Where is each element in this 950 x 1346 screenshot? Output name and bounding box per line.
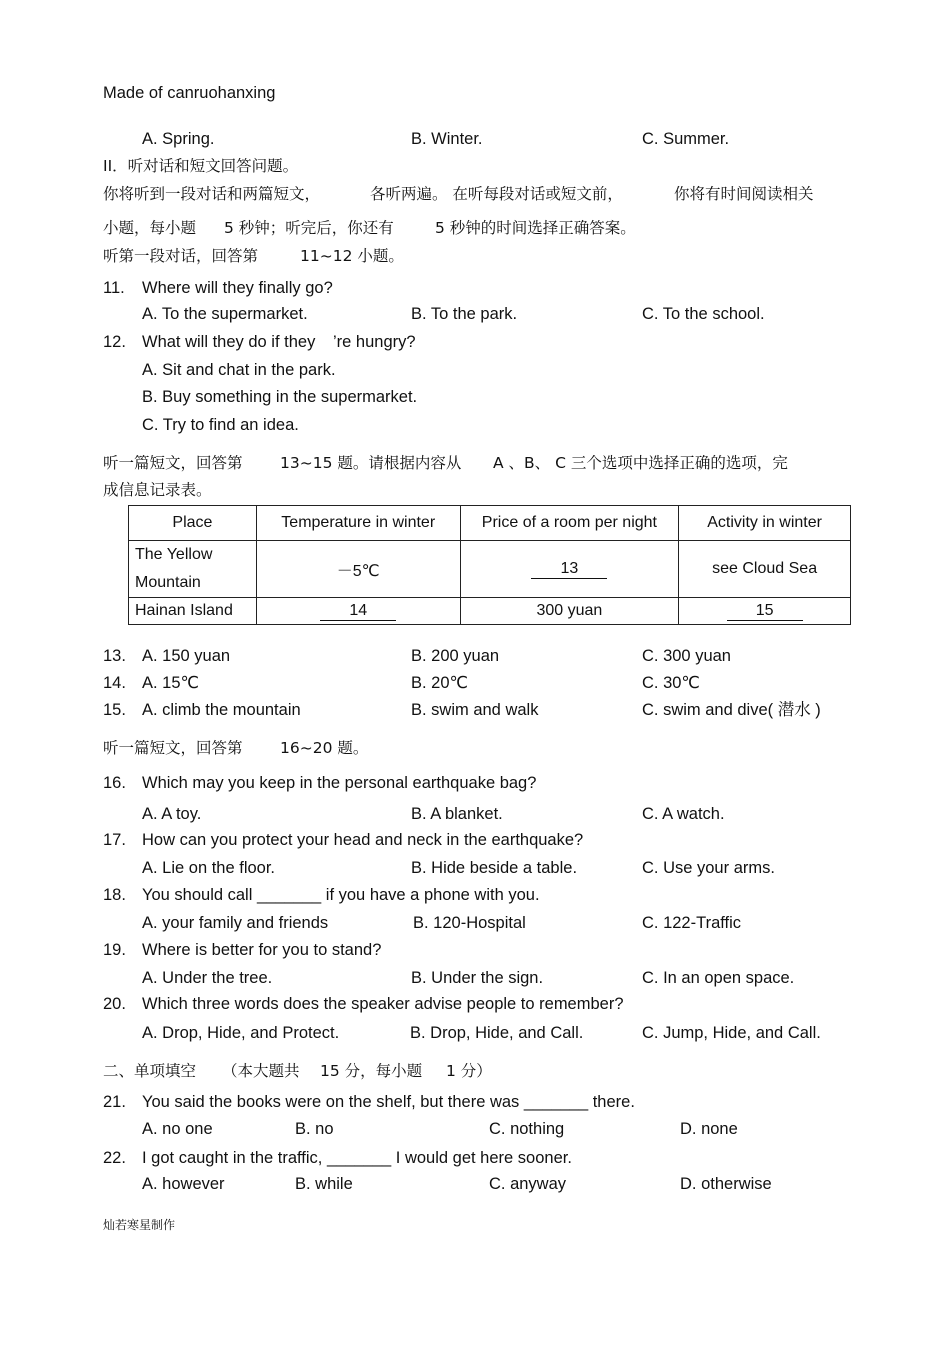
q12-question-a: What will they do if they (142, 333, 316, 351)
section-ii-instruction-1c: 你将有时间阅读相关 (674, 185, 814, 203)
q22-number: 22. (103, 1149, 126, 1167)
part2-title-a: 二、单项填空 (103, 1062, 197, 1080)
q22-option-c: C. anyway (489, 1175, 567, 1193)
cell-price-hainan: 300 yuan (460, 598, 679, 625)
q18-number: 18. (103, 886, 126, 904)
q11-question: Where will they finally go? (142, 279, 333, 297)
q17-question: How can you protect your head and neck in the earthquake? (142, 831, 584, 849)
dialog-intro-a: 听第一段对话，回答第 (103, 247, 259, 265)
q22-option-b: B. while (295, 1175, 353, 1193)
footer-text: 灿若寒星制作 (103, 1218, 176, 1232)
table-row (129, 598, 851, 625)
q17-option-a: A. Lie on the floor. (142, 859, 276, 877)
q13-option-c: C. 300 yuan (642, 647, 731, 665)
q10-option-a: A. Spring. (142, 130, 215, 148)
q19-number: 19. (103, 941, 126, 959)
q15-option-b: B. swim and walk (411, 701, 539, 719)
q21-number: 21. (103, 1093, 126, 1111)
passage2-intro-a: 听一篇短文，回答第 (103, 739, 243, 757)
dialog-intro-b: 11~12 小题。 (300, 247, 404, 265)
q21-question: You said the books were on the shelf, but there was _______ there. (142, 1093, 635, 1111)
cell-activity-yellow-mountain: see Cloud Sea (679, 541, 851, 598)
section-ii-instruction-1b: 各听两遍。 在听每段对话或短文前， (370, 185, 623, 203)
section-ii-instruction-2b: 5 秒钟；听完后，你还有 (224, 219, 394, 237)
table-row (129, 541, 851, 598)
info-record-table (128, 505, 851, 625)
blank-15: 15 (727, 602, 803, 621)
table-header-row (129, 506, 851, 541)
header-activity: Activity in winter (679, 506, 851, 541)
cell-temp-yellow-mountain: －5℃ (256, 541, 460, 598)
q11-number: 11. (103, 279, 125, 297)
part2-title-d: 1 分） (446, 1062, 492, 1080)
q11-option-c: C. To the school. (642, 305, 765, 323)
made-of-header: Made of canruohanxing (103, 84, 276, 102)
q16-number: 16. (103, 774, 126, 792)
q16-option-b: B. A blanket. (411, 805, 503, 823)
q22-option-a: A. however (142, 1175, 225, 1193)
q10-option-c: C. Summer. (642, 130, 730, 148)
q14-option-a: A. 15℃ (142, 674, 200, 692)
passage1-intro-1a: 听一篇短文，回答第 (103, 454, 243, 472)
section-ii-instruction-1a: 你将听到一段对话和两篇短文， (103, 185, 321, 203)
q12-number: 12. (103, 333, 126, 351)
passage1-intro-1b: 13~15 题。请根据内容从 (280, 454, 462, 472)
part2-title-c: 15 分，每小题 (320, 1062, 423, 1080)
q21-option-c: C. nothing (489, 1120, 565, 1138)
q17-option-b: B. Hide beside a table. (411, 859, 578, 877)
q11-option-a: A. To the supermarket. (142, 305, 308, 323)
cell-activity-hainan (679, 598, 851, 625)
q22-question: I got caught in the traffic, _______ I would get here sooner. (142, 1149, 572, 1167)
q15-option-c: C. swim and dive( 潜水 ) (642, 701, 821, 719)
q13-option-b: B. 200 yuan (411, 647, 500, 665)
section-ii-instruction-2c: 5 秒钟的时间选择正确答案。 (435, 219, 636, 237)
q16-question: Which may you keep in the personal earthquake bag? (142, 774, 537, 792)
q12-option-c: C. Try to find an idea. (142, 416, 299, 434)
q18-option-c: C. 122-Traffic (642, 914, 742, 932)
passage2-intro-b: 16~20 题。 (280, 739, 369, 757)
q21-option-b: B. no (295, 1120, 334, 1138)
part2-title-b: （本大题共 (222, 1062, 300, 1080)
q20-option-b: B. Drop, Hide, and Call. (410, 1024, 584, 1042)
q19-question: Where is better for you to stand? (142, 941, 382, 959)
cell-price-yellow-mountain (460, 541, 679, 598)
q19-option-a: A. Under the tree. (142, 969, 273, 987)
header-price: Price of a room per night (460, 506, 679, 541)
q13-option-a: A. 150 yuan (142, 647, 231, 665)
q15-number: 15. (103, 701, 126, 719)
passage1-intro-2: 成信息记录表。 (103, 481, 212, 499)
q17-option-c: C. Use your arms. (642, 859, 775, 877)
header-place: Place (129, 506, 257, 541)
q19-option-b: B. Under the sign. (411, 969, 544, 987)
q13-number: 13. (103, 647, 126, 665)
q18-question: You should call _______ if you have a phone with you. (142, 886, 540, 904)
q12-option-a: A. Sit and chat in the park. (142, 361, 336, 379)
q22-option-d: D. otherwise (680, 1175, 772, 1193)
q20-number: 20. (103, 995, 126, 1013)
q21-option-a: A. no one (142, 1120, 213, 1138)
blank-14: 14 (320, 602, 396, 621)
q14-option-b: B. 20℃ (411, 674, 469, 692)
blank-13: 13 (531, 560, 607, 579)
q12-question-b: ’re hungry? (333, 333, 416, 351)
q10-option-b: B. Winter. (411, 130, 483, 148)
cell-temp-hainan (256, 598, 460, 625)
passage1-intro-1c: A 、B、 C 三个选项中选择正确的选项，完 (493, 454, 788, 472)
section-ii-instruction-2a: 小题，每小题 (103, 219, 197, 237)
q18-option-b: B. 120-Hospital (413, 914, 526, 932)
cell-place-hainan: Hainan Island (129, 598, 257, 625)
q11-option-b: B. To the park. (411, 305, 518, 323)
q20-option-c: C. Jump, Hide, and Call. (642, 1024, 821, 1042)
q21-option-d: D. none (680, 1120, 738, 1138)
q18-option-a: A. your family and friends (142, 914, 329, 932)
cell-place-yellow-mountain: The Yellow Mountain (129, 541, 257, 598)
q14-number: 14. (103, 674, 126, 692)
q19-option-c: C. In an open space. (642, 969, 795, 987)
header-temperature: Temperature in winter (256, 506, 460, 541)
q16-option-c: C. A watch. (642, 805, 725, 823)
q15-option-a: A. climb the mountain (142, 701, 301, 719)
q16-option-a: A. A toy. (142, 805, 202, 823)
q20-option-a: A. Drop, Hide, and Protect. (142, 1024, 340, 1042)
q20-question: Which three words does the speaker advise people to remember? (142, 995, 624, 1013)
q12-option-b: B. Buy something in the supermarket. (142, 388, 418, 406)
q14-option-c: C. 30℃ (642, 674, 700, 692)
q17-number: 17. (103, 831, 126, 849)
section-ii-title: II．听对话和短文回答问题。 (103, 157, 299, 175)
